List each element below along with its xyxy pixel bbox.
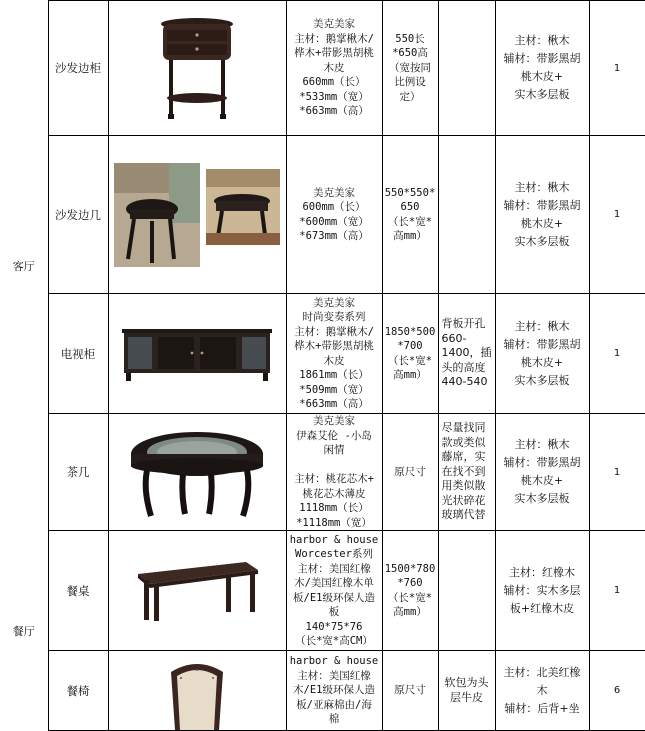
cell-line: 主材：美国红橡 [297,562,371,575]
table-row [0,294,645,414]
cell-line: 1118mm（长） [299,502,369,514]
room-label: 客厅 [0,1,48,531]
item-note [438,414,495,531]
cell-line: *533mm（宽） [299,90,369,103]
cell-line: （长*宽* [387,591,433,604]
cell-line: 辅材：带影黑胡 [503,198,581,212]
cell-line: *600mm（宽） [299,215,369,228]
cell-line: 桃木皮+ [520,216,564,230]
cell-line: 款或类似 [441,435,486,449]
item-description [286,531,382,651]
item-name: 茶几 [48,414,108,531]
cell-line: 主材：北美红橡 [503,665,581,679]
table-row [0,651,645,731]
cell-line: *1118mm（宽） [296,516,372,529]
item-name: 沙发边柜 [48,1,108,136]
item-name: 沙发边几 [48,136,108,294]
cell-line: 辅材：实木多层 [503,583,581,597]
side-cabinet-image [157,14,237,122]
product-image [108,414,286,531]
cell-line: 实木多层板 [514,88,570,101]
cell-line: 桃花芯木薄皮 [302,487,366,500]
cell-line: 背板开孔 [441,317,486,331]
cell-line: 主材：楸木 [514,438,570,451]
item-material [495,1,589,136]
tv-cabinet-image [122,325,272,383]
item-description [286,651,382,731]
item-note [438,531,495,651]
item-material [495,651,589,731]
cell-line: 木/美国红橡木单 [294,577,374,589]
cell-line: 550长 [395,32,425,45]
cell-line: 板+红橡木皮 [509,601,575,615]
item-name: 电视柜 [48,294,108,414]
cell-line: 美克美家 [313,18,355,31]
cell-line: 木 [536,683,548,697]
cell-line: 辅材：带影黑胡 [503,456,581,469]
cell-line: 650 [400,201,420,213]
cell-line: 1861mm（长） [299,369,369,381]
cell-line: 主材：美国红橡 [297,669,371,682]
cell-line [287,458,382,473]
table-row [0,531,645,651]
room-label: 餐厅 [0,531,48,731]
cell-line: 1500*780 [384,562,436,575]
item-size [382,136,438,294]
cell-line: 主材：鹅掌楸木/ [294,325,374,338]
item-size [382,531,438,651]
cell-line: 原尺寸 [394,465,426,478]
cell-line: 板/E1级环保人造 [293,591,375,604]
item-quantity: 1 [589,414,645,531]
item-description [286,1,382,136]
item-material [495,136,589,294]
cell-line: *650高 [392,47,428,60]
cell-line: 辅材：带影黑胡 [503,337,581,351]
cell-line: 美克美家 [313,415,355,427]
cell-line: 藤席，实 [441,450,486,464]
item-material [495,531,589,651]
item-note [438,1,495,136]
cell-line: 桃木皮+ [520,355,564,369]
cell-line: 高mm） [393,230,427,242]
cell-line: 600mm（长） [302,201,366,213]
item-material [495,294,589,414]
cell-line: *663mm（高） [299,398,369,410]
cell-line: 木皮 [323,61,345,74]
table-row [0,414,645,531]
cell-line: 辅材：带影黑胡 [503,52,581,65]
cell-line: 头的高度 [441,360,486,374]
cell-line: 桃木皮+ [520,474,564,487]
cell-line: *760 [397,577,423,589]
cell-line: *673mm（高） [299,230,369,242]
item-note [438,294,495,414]
cell-line: 比例设 [394,76,426,89]
cell-line: 用类似散 [441,479,486,493]
item-description [286,414,382,531]
cell-line: harbor & house [289,533,379,546]
cell-line: 主材：楸木 [514,34,570,47]
cell-line: 光状碎花 [441,493,486,507]
cell-line: 定） [399,90,421,103]
item-quantity: 1 [589,136,645,294]
cell-line: harbor & house [289,655,379,668]
cell-line: 主材：楸木 [514,180,570,194]
product-image [108,1,286,136]
cell-line: 1400，插 [441,346,492,360]
item-note [438,651,495,731]
cell-line: 棉 [328,713,340,726]
cell-line: 美克美家 [313,296,355,309]
item-note [438,136,495,294]
dining-table-image [134,560,260,622]
cell-line: 层牛皮 [450,690,483,704]
product-image [108,531,286,651]
cell-line: 550*550* [384,186,436,199]
cell-line: 木皮 [323,354,345,367]
cell-line: 时尚变奏系列 [302,311,366,323]
cell-line: 伊森艾伦 -小岛 [296,429,372,442]
table-row [0,1,645,136]
cell-line: （长*宽* [387,215,433,228]
cell-line: 440-540 [441,375,488,389]
cell-line: *509mm（宽） [299,383,369,396]
item-quantity: 6 [589,651,645,731]
item-size [382,651,438,731]
cell-line: 实木多层板 [514,492,570,505]
cell-line: 软包为头 [444,676,489,689]
cell-line: 660- [441,331,467,345]
cell-line: （长*宽*高CM） [295,635,373,647]
cell-line: 板/亚麻棉由/海 [296,698,372,711]
cell-line: 板 [328,606,340,618]
cell-line: 桦木+带影黑胡桃 [294,47,374,60]
product-image [108,294,286,414]
cell-line: 玻璃代替 [441,508,486,522]
cell-line: Worcester系列 [295,548,373,560]
side-table-image [114,163,280,267]
item-quantity: 1 [589,294,645,414]
cell-line: 140*75*76 [305,620,363,633]
item-size [382,1,438,136]
item-name: 餐桌 [48,531,108,651]
dining-chair-image [157,658,237,730]
cell-line: 1850*500 [384,325,436,338]
cell-line: 主材：红橡木 [509,565,575,579]
cell-line: 美克美家 [313,186,355,199]
cell-line: 主材：鹅掌楸木/ [294,32,374,45]
cell-line: 主材：桃花芯木+ [294,473,374,485]
item-description [286,294,382,414]
cell-line: 辅材：后背+坐 [504,701,580,715]
coffee-table-image [127,422,267,522]
product-image [108,651,286,731]
item-quantity: 1 [589,531,645,651]
cell-line: 在找不到 [441,464,486,478]
cell-line: 尽量找同 [441,421,486,435]
cell-line: 高mm） [393,606,427,618]
cell-line: 木/E1级环保人造 [293,684,375,697]
item-size [382,414,438,531]
item-description [286,136,382,294]
product-image [108,136,286,294]
cell-line: 660mm（长） [302,76,366,89]
cell-line: 桦木+带影黑胡桃 [294,340,374,352]
table-row [0,136,645,294]
cell-line: 实木多层板 [514,234,570,248]
cell-line: 原尺寸 [394,684,426,697]
cell-line: 桃木皮+ [520,70,564,83]
item-quantity: 1 [589,1,645,136]
item-name: 餐椅 [48,651,108,731]
cell-line: （宽按同 [389,61,431,74]
item-material [495,414,589,531]
cell-line: 闲情 [323,444,345,456]
cell-line: *700 [397,340,423,352]
cell-line: 主材：楸木 [514,319,570,333]
cell-line: 高mm） [393,369,427,381]
item-size [382,294,438,414]
description-lines [287,17,382,119]
cell-line: *663mm（高） [299,105,369,118]
cell-line: （长*宽* [387,354,433,367]
cell-line: 实木多层板 [514,373,570,387]
